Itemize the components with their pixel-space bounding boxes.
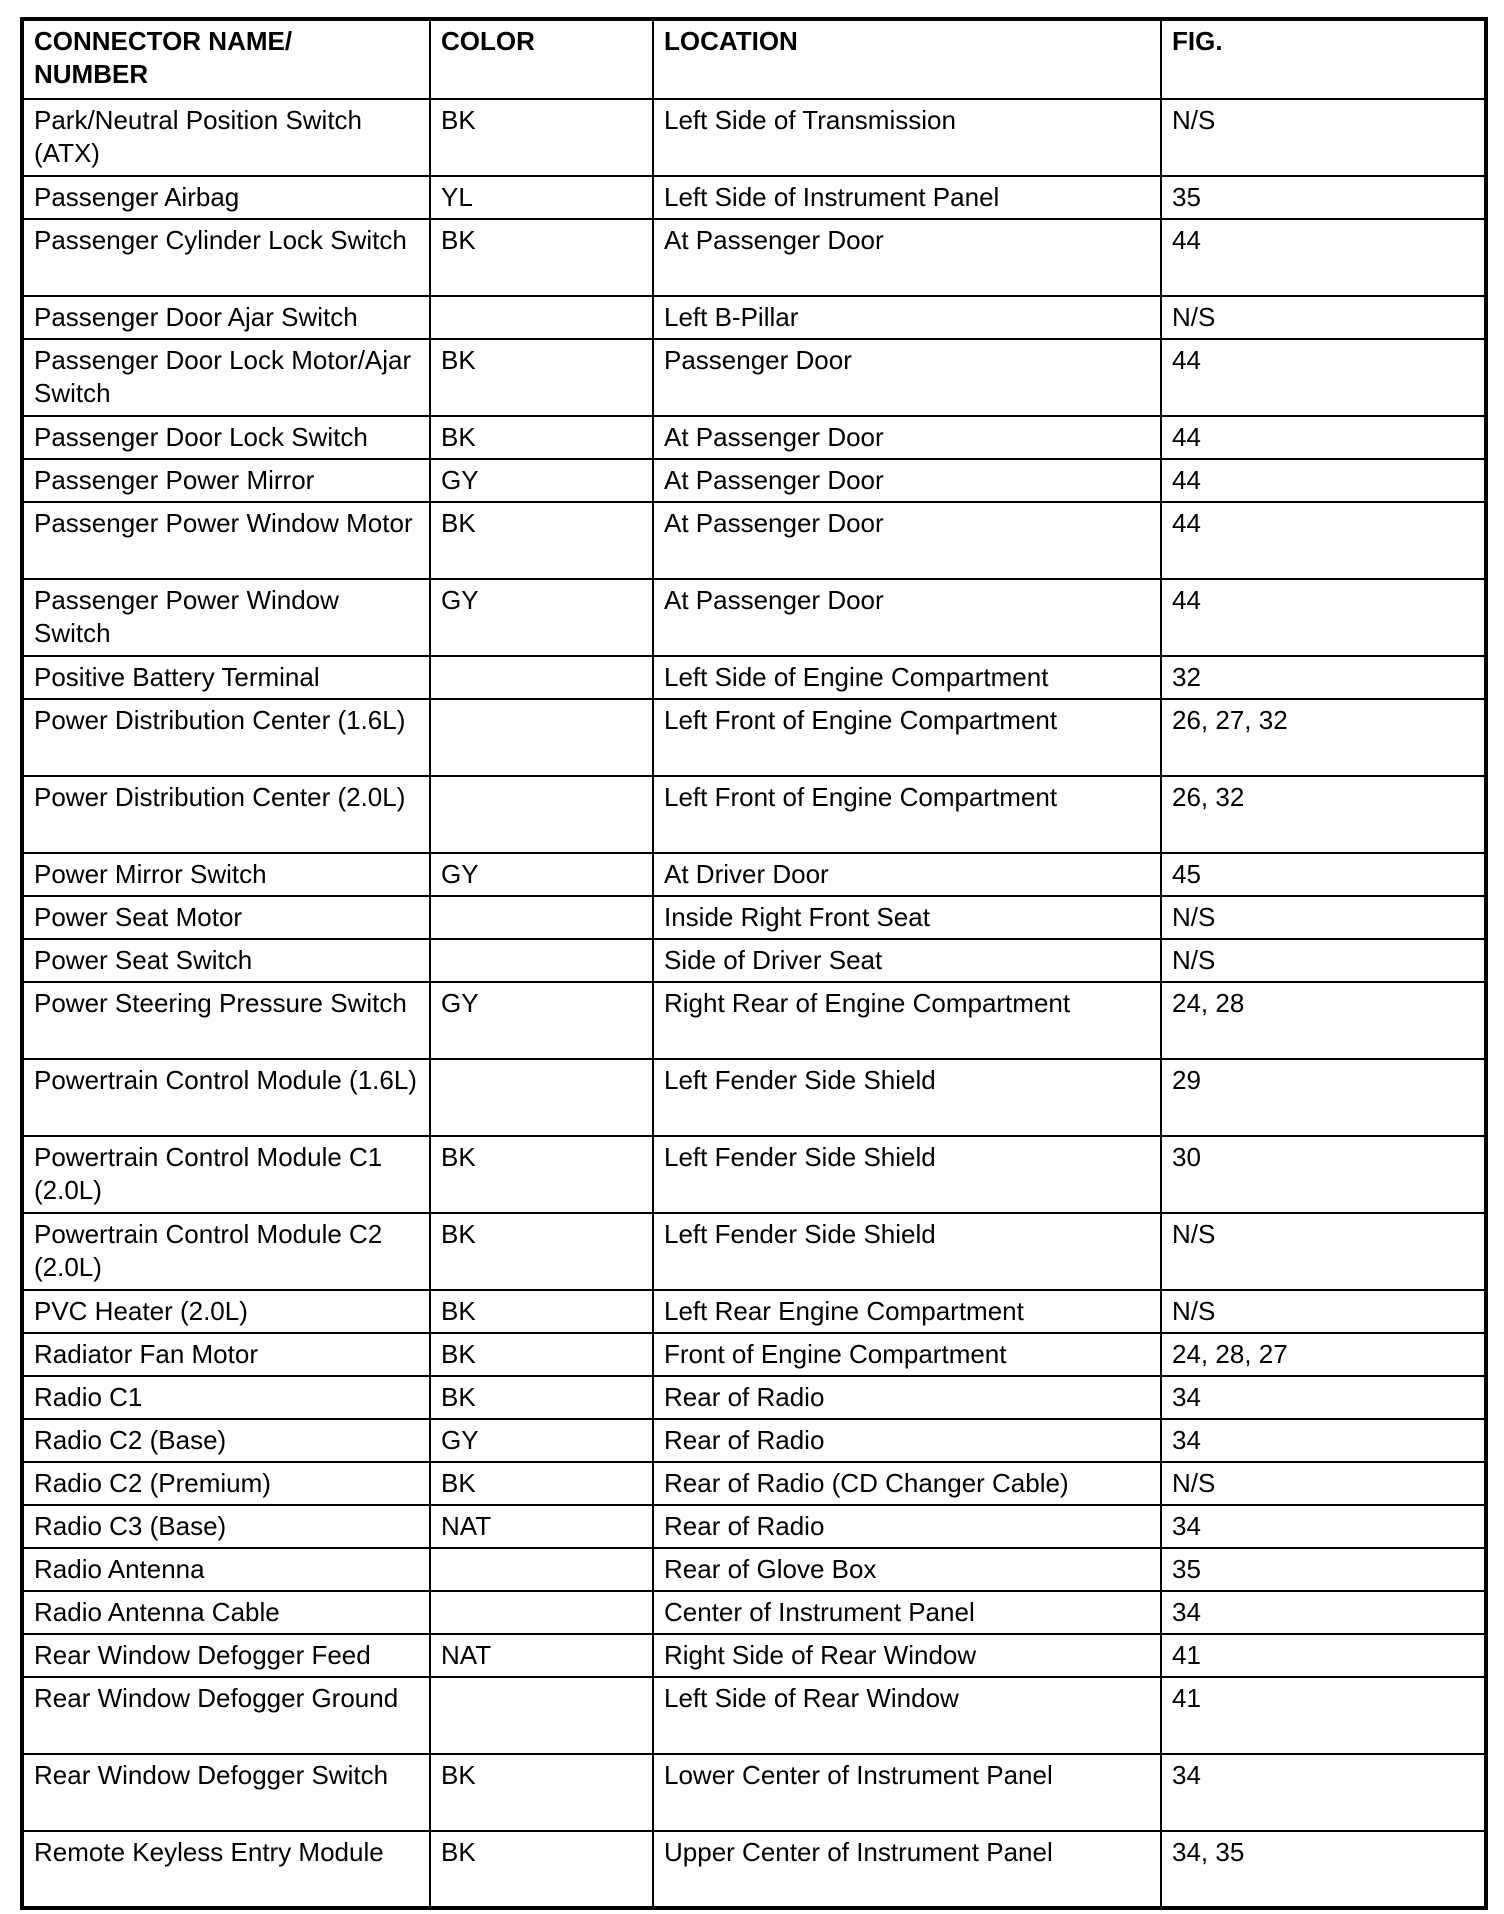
- fig-cell: 44: [1161, 579, 1486, 656]
- connector-name-cell: Powertrain Control Module (1.6L): [22, 1059, 430, 1136]
- connector-name-cell: Power Distribution Center (2.0L): [22, 776, 430, 853]
- table-row: [22, 853, 1486, 896]
- table-row: [22, 776, 1486, 853]
- color-cell: [430, 1591, 653, 1634]
- fig-cell: 34: [1161, 1591, 1486, 1634]
- connector-table: [20, 17, 1488, 1910]
- location-cell: Rear of Radio: [653, 1419, 1161, 1462]
- header-connector-name: CONNECTOR NAME/ NUMBER: [22, 19, 430, 99]
- fig-cell: 29: [1161, 1059, 1486, 1136]
- table-row: [22, 1059, 1486, 1136]
- location-cell: Left Front of Engine Compartment: [653, 699, 1161, 776]
- header-location: LOCATION: [653, 19, 1161, 99]
- connector-name-cell: Radio Antenna Cable: [22, 1591, 430, 1634]
- table-row: [22, 1505, 1486, 1548]
- table-row: [22, 939, 1486, 982]
- color-cell: GY: [430, 853, 653, 896]
- location-cell: Left Side of Engine Compartment: [653, 656, 1161, 699]
- location-cell: Rear of Radio (CD Changer Cable): [653, 1462, 1161, 1505]
- fig-cell: 44: [1161, 416, 1486, 459]
- fig-cell: 34: [1161, 1376, 1486, 1419]
- location-cell: Left Rear Engine Compartment: [653, 1290, 1161, 1333]
- location-cell: Inside Right Front Seat: [653, 896, 1161, 939]
- table-row: [22, 1136, 1486, 1213]
- table-row: [22, 699, 1486, 776]
- location-cell: Upper Center of Instrument Panel: [653, 1831, 1161, 1908]
- table-row: [22, 1419, 1486, 1462]
- fig-cell: 34: [1161, 1505, 1486, 1548]
- location-cell: Front of Engine Compartment: [653, 1333, 1161, 1376]
- fig-cell: 34, 35: [1161, 1831, 1486, 1908]
- connector-name-cell: Power Mirror Switch: [22, 853, 430, 896]
- connector-name-cell: Power Steering Pressure Switch: [22, 982, 430, 1059]
- location-cell: At Driver Door: [653, 853, 1161, 896]
- connector-name-cell: Passenger Airbag: [22, 176, 430, 219]
- fig-cell: N/S: [1161, 1462, 1486, 1505]
- connector-name-cell: Powertrain Control Module C2 (2.0L): [22, 1213, 430, 1290]
- table-row: [22, 1333, 1486, 1376]
- table-row: [22, 1213, 1486, 1290]
- color-cell: BK: [430, 1462, 653, 1505]
- color-cell: GY: [430, 982, 653, 1059]
- color-cell: BK: [430, 99, 653, 176]
- location-cell: At Passenger Door: [653, 579, 1161, 656]
- color-cell: BK: [430, 1831, 653, 1908]
- table-row: [22, 459, 1486, 502]
- color-cell: BK: [430, 1376, 653, 1419]
- connector-name-cell: Passenger Door Lock Motor/Ajar Switch: [22, 339, 430, 416]
- color-cell: BK: [430, 1136, 653, 1213]
- fig-cell: 45: [1161, 853, 1486, 896]
- color-cell: [430, 896, 653, 939]
- connector-name-cell: Passenger Power Window Switch: [22, 579, 430, 656]
- fig-cell: N/S: [1161, 296, 1486, 339]
- color-cell: BK: [430, 339, 653, 416]
- location-cell: Left Front of Engine Compartment: [653, 776, 1161, 853]
- location-cell: Rear of Radio: [653, 1505, 1161, 1548]
- connector-name-cell: Passenger Door Lock Switch: [22, 416, 430, 459]
- color-cell: [430, 699, 653, 776]
- connector-name-cell: Rear Window Defogger Feed: [22, 1634, 430, 1677]
- color-cell: NAT: [430, 1505, 653, 1548]
- table-row: [22, 1677, 1486, 1754]
- table-row: [22, 1548, 1486, 1591]
- fig-cell: 35: [1161, 1548, 1486, 1591]
- location-cell: Lower Center of Instrument Panel: [653, 1754, 1161, 1831]
- color-cell: [430, 1548, 653, 1591]
- location-cell: At Passenger Door: [653, 416, 1161, 459]
- connector-name-cell: Radiator Fan Motor: [22, 1333, 430, 1376]
- location-cell: Left Side of Transmission: [653, 99, 1161, 176]
- color-cell: BK: [430, 219, 653, 296]
- connector-name-cell: Passenger Door Ajar Switch: [22, 296, 430, 339]
- fig-cell: N/S: [1161, 1290, 1486, 1333]
- connector-name-cell: Passenger Power Window Motor: [22, 502, 430, 579]
- table-row: [22, 1376, 1486, 1419]
- color-cell: YL: [430, 176, 653, 219]
- fig-cell: 35: [1161, 176, 1486, 219]
- connector-name-cell: Passenger Power Mirror: [22, 459, 430, 502]
- location-cell: Rear of Radio: [653, 1376, 1161, 1419]
- color-cell: NAT: [430, 1634, 653, 1677]
- table-row: [22, 1831, 1486, 1908]
- connector-name-cell: Radio C2 (Premium): [22, 1462, 430, 1505]
- table-row: [22, 656, 1486, 699]
- connector-name-cell: Rear Window Defogger Ground: [22, 1677, 430, 1754]
- color-cell: BK: [430, 1754, 653, 1831]
- header-row: [22, 19, 1486, 99]
- table-row: [22, 1290, 1486, 1333]
- table-row: [22, 1462, 1486, 1505]
- fig-cell: 41: [1161, 1634, 1486, 1677]
- location-cell: Right Rear of Engine Compartment: [653, 982, 1161, 1059]
- table-row: [22, 1754, 1486, 1831]
- fig-cell: 24, 28, 27: [1161, 1333, 1486, 1376]
- color-cell: [430, 939, 653, 982]
- location-cell: Left Fender Side Shield: [653, 1136, 1161, 1213]
- connector-name-cell: Park/Neutral Position Switch (ATX): [22, 99, 430, 176]
- connector-name-cell: Power Seat Switch: [22, 939, 430, 982]
- location-cell: Center of Instrument Panel: [653, 1591, 1161, 1634]
- color-cell: [430, 1059, 653, 1136]
- connector-name-cell: PVC Heater (2.0L): [22, 1290, 430, 1333]
- table-row: [22, 416, 1486, 459]
- connector-name-cell: Remote Keyless Entry Module: [22, 1831, 430, 1908]
- location-cell: At Passenger Door: [653, 459, 1161, 502]
- fig-cell: N/S: [1161, 896, 1486, 939]
- header-fig: FIG.: [1161, 19, 1486, 99]
- color-cell: BK: [430, 1333, 653, 1376]
- connector-name-cell: Radio C2 (Base): [22, 1419, 430, 1462]
- location-cell: Passenger Door: [653, 339, 1161, 416]
- fig-cell: 26, 27, 32: [1161, 699, 1486, 776]
- table-row: [22, 1634, 1486, 1677]
- fig-cell: 34: [1161, 1754, 1486, 1831]
- color-cell: [430, 1677, 653, 1754]
- connector-name-cell: Positive Battery Terminal: [22, 656, 430, 699]
- fig-cell: N/S: [1161, 99, 1486, 176]
- fig-cell: 34: [1161, 1419, 1486, 1462]
- connector-name-cell: Power Distribution Center (1.6L): [22, 699, 430, 776]
- table-row: [22, 1591, 1486, 1634]
- color-cell: GY: [430, 459, 653, 502]
- fig-cell: 44: [1161, 459, 1486, 502]
- fig-cell: 32: [1161, 656, 1486, 699]
- connector-name-cell: Radio C1: [22, 1376, 430, 1419]
- location-cell: Rear of Glove Box: [653, 1548, 1161, 1591]
- location-cell: Left Side of Rear Window: [653, 1677, 1161, 1754]
- color-cell: BK: [430, 502, 653, 579]
- connector-name-cell: Passenger Cylinder Lock Switch: [22, 219, 430, 296]
- fig-cell: 30: [1161, 1136, 1486, 1213]
- color-cell: GY: [430, 579, 653, 656]
- location-cell: At Passenger Door: [653, 502, 1161, 579]
- fig-cell: 44: [1161, 219, 1486, 296]
- fig-cell: 24, 28: [1161, 982, 1486, 1059]
- location-cell: Left B-Pillar: [653, 296, 1161, 339]
- connector-name-cell: Powertrain Control Module C1 (2.0L): [22, 1136, 430, 1213]
- location-cell: Left Fender Side Shield: [653, 1059, 1161, 1136]
- location-cell: Left Side of Instrument Panel: [653, 176, 1161, 219]
- connector-name-cell: Rear Window Defogger Switch: [22, 1754, 430, 1831]
- location-cell: Side of Driver Seat: [653, 939, 1161, 982]
- table-row: [22, 219, 1486, 296]
- color-cell: BK: [430, 1290, 653, 1333]
- table-row: [22, 502, 1486, 579]
- header-color: COLOR: [430, 19, 653, 99]
- color-cell: GY: [430, 1419, 653, 1462]
- connector-name-cell: Power Seat Motor: [22, 896, 430, 939]
- location-cell: Left Fender Side Shield: [653, 1213, 1161, 1290]
- location-cell: Right Side of Rear Window: [653, 1634, 1161, 1677]
- fig-cell: 44: [1161, 339, 1486, 416]
- location-cell: At Passenger Door: [653, 219, 1161, 296]
- table-row: [22, 296, 1486, 339]
- connector-name-cell: Radio C3 (Base): [22, 1505, 430, 1548]
- fig-cell: 41: [1161, 1677, 1486, 1754]
- table-row: [22, 339, 1486, 416]
- table-row: [22, 176, 1486, 219]
- color-cell: [430, 296, 653, 339]
- color-cell: BK: [430, 1213, 653, 1290]
- fig-cell: N/S: [1161, 939, 1486, 982]
- color-cell: [430, 656, 653, 699]
- table-row: [22, 896, 1486, 939]
- color-cell: BK: [430, 416, 653, 459]
- table-row: [22, 982, 1486, 1059]
- table-row: [22, 99, 1486, 176]
- fig-cell: N/S: [1161, 1213, 1486, 1290]
- fig-cell: 44: [1161, 502, 1486, 579]
- color-cell: [430, 776, 653, 853]
- fig-cell: 26, 32: [1161, 776, 1486, 853]
- table-row: [22, 579, 1486, 656]
- connector-name-cell: Radio Antenna: [22, 1548, 430, 1591]
